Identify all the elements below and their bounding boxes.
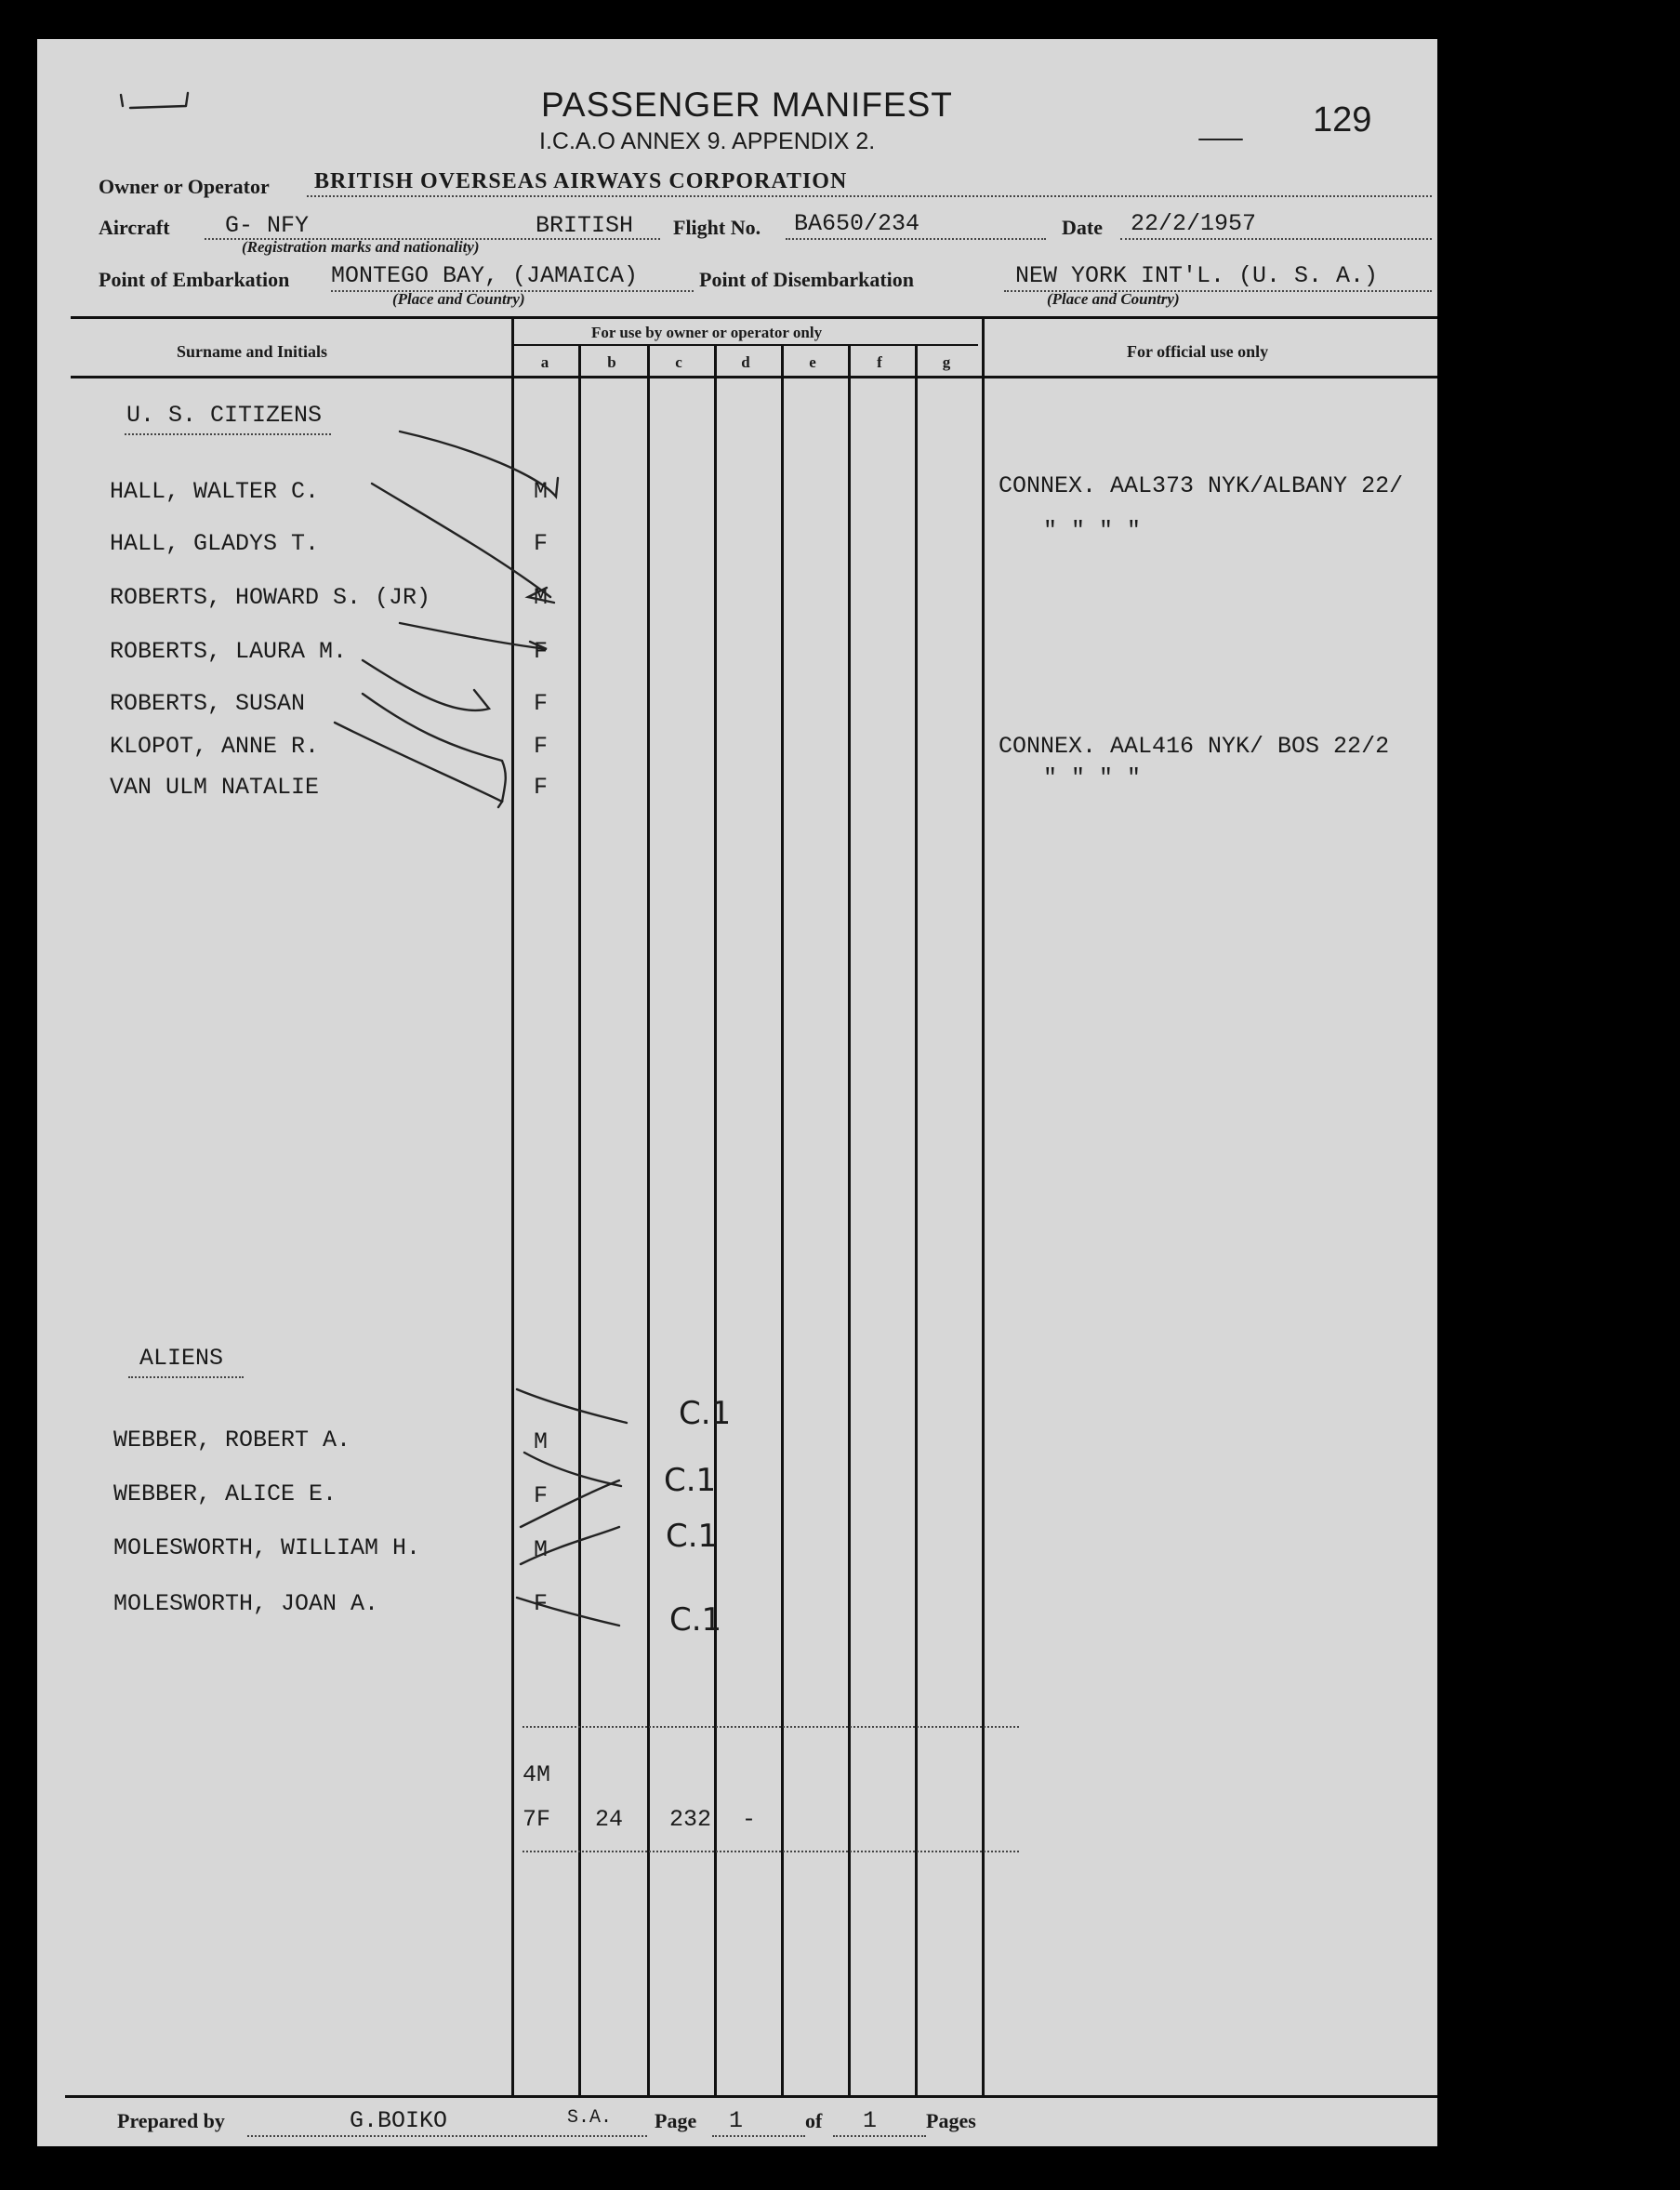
disembark-label: Point of Disembarkation bbox=[699, 268, 914, 291]
official-header: For official use only bbox=[1127, 342, 1269, 361]
embark-hint: (Place and Country) bbox=[392, 290, 525, 308]
date-label: Date bbox=[1062, 216, 1103, 239]
total-males: 4M bbox=[523, 1761, 551, 1788]
passenger-name: KLOPOT, ANNE R. bbox=[110, 733, 320, 760]
form-subtitle: I.C.A.O ANNEX 9. APPENDIX 2. bbox=[539, 128, 876, 154]
col-header-d: d bbox=[741, 353, 750, 371]
col-header-c: c bbox=[675, 353, 682, 371]
handwritten-mark: C.1 bbox=[664, 1462, 717, 1499]
embark-label: Point of Embarkation bbox=[99, 268, 290, 291]
total-column-d: - bbox=[742, 1806, 757, 1833]
form-title: PASSENGER MANIFEST bbox=[541, 86, 953, 124]
passenger-sex: F bbox=[534, 1590, 549, 1617]
aircraft-nationality: BRITISH bbox=[536, 212, 634, 239]
prepared-value: G.BOIKO bbox=[350, 2107, 448, 2134]
flight-label: Flight No. bbox=[673, 216, 761, 239]
owner-label: Owner or Operator bbox=[99, 175, 270, 198]
page-value: 1 bbox=[729, 2107, 744, 2134]
passenger-name: WEBBER, ALICE E. bbox=[113, 1480, 337, 1507]
passenger-sex: F bbox=[534, 690, 549, 717]
handwritten-mark: C.1 bbox=[669, 1601, 722, 1639]
manifest-page bbox=[37, 39, 1437, 2146]
passenger-name: VAN ULM NATALIE bbox=[110, 774, 320, 801]
passenger-sex: F bbox=[534, 733, 549, 760]
handwritten-mark: C.1 bbox=[666, 1518, 719, 1555]
aliens-heading: ALIENS bbox=[139, 1345, 224, 1372]
passenger-name: ROBERTS, LAURA M. bbox=[110, 638, 348, 665]
passenger-sex: M bbox=[534, 584, 549, 611]
date-value: 22/2/1957 bbox=[1131, 210, 1257, 237]
owner-use-header: For use by owner or operator only bbox=[591, 324, 823, 341]
page-label: Page bbox=[655, 2109, 697, 2132]
passenger-name: HALL, GLADYS T. bbox=[110, 530, 320, 557]
col-header-e: e bbox=[809, 353, 816, 371]
passenger-name: ROBERTS, SUSAN bbox=[110, 690, 306, 717]
handwritten-strokes bbox=[37, 39, 1437, 2146]
col-header-f: f bbox=[877, 353, 882, 371]
surname-header: Surname and Initials bbox=[177, 342, 328, 361]
corner-scribble bbox=[121, 93, 188, 108]
passenger-sex: F bbox=[534, 1482, 549, 1509]
passenger-name: HALL, WALTER C. bbox=[110, 478, 320, 505]
owner-value: BRITISH OVERSEAS AIRWAYS CORPORATION bbox=[314, 169, 848, 193]
official-note: CONNEX. AAL416 NYK/ BOS 22/2 bbox=[999, 733, 1390, 760]
passenger-sex: M bbox=[534, 1428, 549, 1455]
prepared-label: Prepared by bbox=[117, 2109, 225, 2132]
flight-value: BA650/234 bbox=[794, 210, 920, 237]
aircraft-value: G- NFY bbox=[225, 212, 310, 239]
page-stamp-number: 129 bbox=[1313, 100, 1372, 139]
passenger-sex: F bbox=[534, 638, 549, 665]
total-column-b: 24 bbox=[595, 1806, 624, 1833]
passenger-name: MOLESWORTH, WILLIAM H. bbox=[113, 1534, 421, 1561]
pages-label: Pages bbox=[926, 2109, 976, 2132]
official-note: CONNEX. AAL373 NYK/ALBANY 22/ bbox=[999, 472, 1404, 499]
of-value: 1 bbox=[863, 2107, 878, 2134]
passenger-sex: M bbox=[534, 478, 549, 505]
passenger-sex: M bbox=[534, 1536, 549, 1563]
aircraft-label: Aircraft bbox=[99, 216, 170, 239]
prepared-suffix: S.A. bbox=[567, 2107, 613, 2129]
col-header-g: g bbox=[942, 353, 951, 371]
official-note: " " " " bbox=[1043, 517, 1142, 544]
embark-value: MONTEGO BAY, (JAMAICA) bbox=[331, 262, 639, 289]
passenger-name: WEBBER, ROBERT A. bbox=[113, 1427, 351, 1453]
passenger-sex: F bbox=[534, 530, 549, 557]
passenger-sex: F bbox=[534, 774, 549, 801]
col-header-b: b bbox=[607, 353, 616, 371]
of-label: of bbox=[805, 2109, 823, 2132]
col-header-a: a bbox=[540, 353, 549, 371]
citizens-heading: U. S. CITIZENS bbox=[126, 402, 323, 429]
aircraft-hint: (Registration marks and nationality) bbox=[242, 238, 480, 256]
official-note: " " " " bbox=[1043, 764, 1142, 791]
passenger-name: ROBERTS, HOWARD S. (JR) bbox=[110, 584, 431, 611]
disembark-value: NEW YORK INT'L. (U. S. A.) bbox=[1015, 262, 1379, 289]
disembark-hint: (Place and Country) bbox=[1047, 290, 1180, 308]
handwritten-mark: C.1 bbox=[679, 1395, 732, 1432]
passenger-name: MOLESWORTH, JOAN A. bbox=[113, 1590, 379, 1617]
total-column-c: 232 bbox=[669, 1806, 712, 1833]
total-females: 7F bbox=[523, 1806, 551, 1833]
